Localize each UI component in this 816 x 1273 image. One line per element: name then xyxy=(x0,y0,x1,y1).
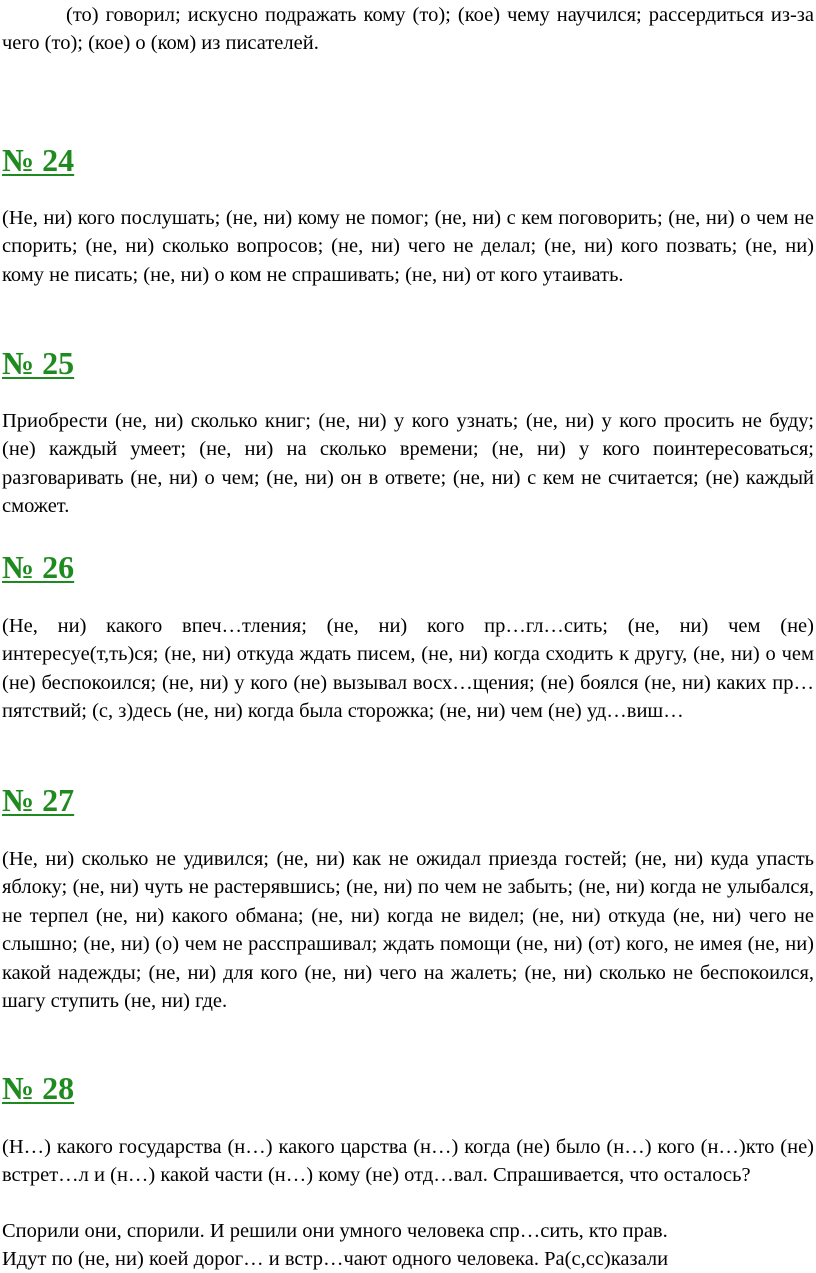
section-heading-27: № 27 xyxy=(2,782,75,818)
section-heading-26: № 26 xyxy=(2,549,75,585)
section-text-24: (Не, ни) кого послушать; (не, ни) кому не помог; (не, ни) с кем поговорить; (не, ни) о чем не спорить; (не, ни) сколько вопросов; (не, ни) чего не делал; (не, ни) кого позвать; (не, ни) кому не писать; (не, ни) о ком не спрашивать; (не, ни) от кого утаивать. xyxy=(2,207,814,286)
section-28-line-1: Спорили они, спорили. И решили они умного человека спр…сить, кто прав. xyxy=(2,1220,668,1242)
section-heading-28: № 28 xyxy=(2,1070,75,1106)
section-text-28: (Н…) какого государства (н…) какого царства (н…) когда (не) было (н…) кого (н…)кто (не) встрет…л и (н…) какой части (н…) кому (не) отд…вал. Спрашивается, что осталось? xyxy=(2,1136,814,1187)
section-text-26: (Не, ни) какого впеч…тления; (не, ни) кого пр…гл…сить; (не, ни) чем (не) интересуе(т,ть)ся; (не, ни) откуда ждать писем, (не, ни) когда сходить к другу, (не, ни) о чем (не) беспокоился; (не, ни) у кого (не) вызывал восх…щения; (не) боялся (не, ни) каких пр…пятствий; (с, з)десь (не, ни) когда была сторожка; (не, ни) чем (не) уд…виш… xyxy=(2,615,814,723)
section-heading-24: № 24 xyxy=(2,142,75,178)
section-heading-25: № 25 xyxy=(2,345,75,381)
intro-paragraph: (то) говорил; искусно подражать кому (то); (кое) чему научился; рассердиться из-за чего (то); (кое) о (ком) из писателей. xyxy=(2,4,814,55)
section-text-27: (Не, ни) сколько не удивился; (не, ни) как не ожидал приезда гостей; (не, ни) куда упасть яблоку; (не, ни) чуть не растерявшись; (не, ни) по чем не забыть; (не, ни) когда не улыбался, не терпел (не, ни) какого обмана; (не, ни) когда не видел; (не, ни) откуда (не, ни) чего не слышно; (не, ни) (о) чем не расспрашивал; ждать помощи (не, ни) (от) кого, не имея (не, ни) какой надежды; (не, ни) для кого (не, ни) чего на жалеть; (не, ни) сколько не беспокоился, шагу ступить (не, ни) где. xyxy=(2,848,814,1013)
section-text-25: Приобрести (не, ни) сколько книг; (не, ни) у кого узнать; (не, ни) у кого просить не буду; (не) каждый умеет; (не, ни) на сколько времени; (не, ни) у кого поинтересоваться; разговаривать (не, ни) о чем; (не, ни) он в ответе; (не, ни) с кем не считается; (не) каждый сможет. xyxy=(2,410,814,518)
section-28-line-2: Идут по (не, ни) коей дорог… и встр…чают одного человека. Ра(с,сс)казали xyxy=(2,1248,669,1270)
